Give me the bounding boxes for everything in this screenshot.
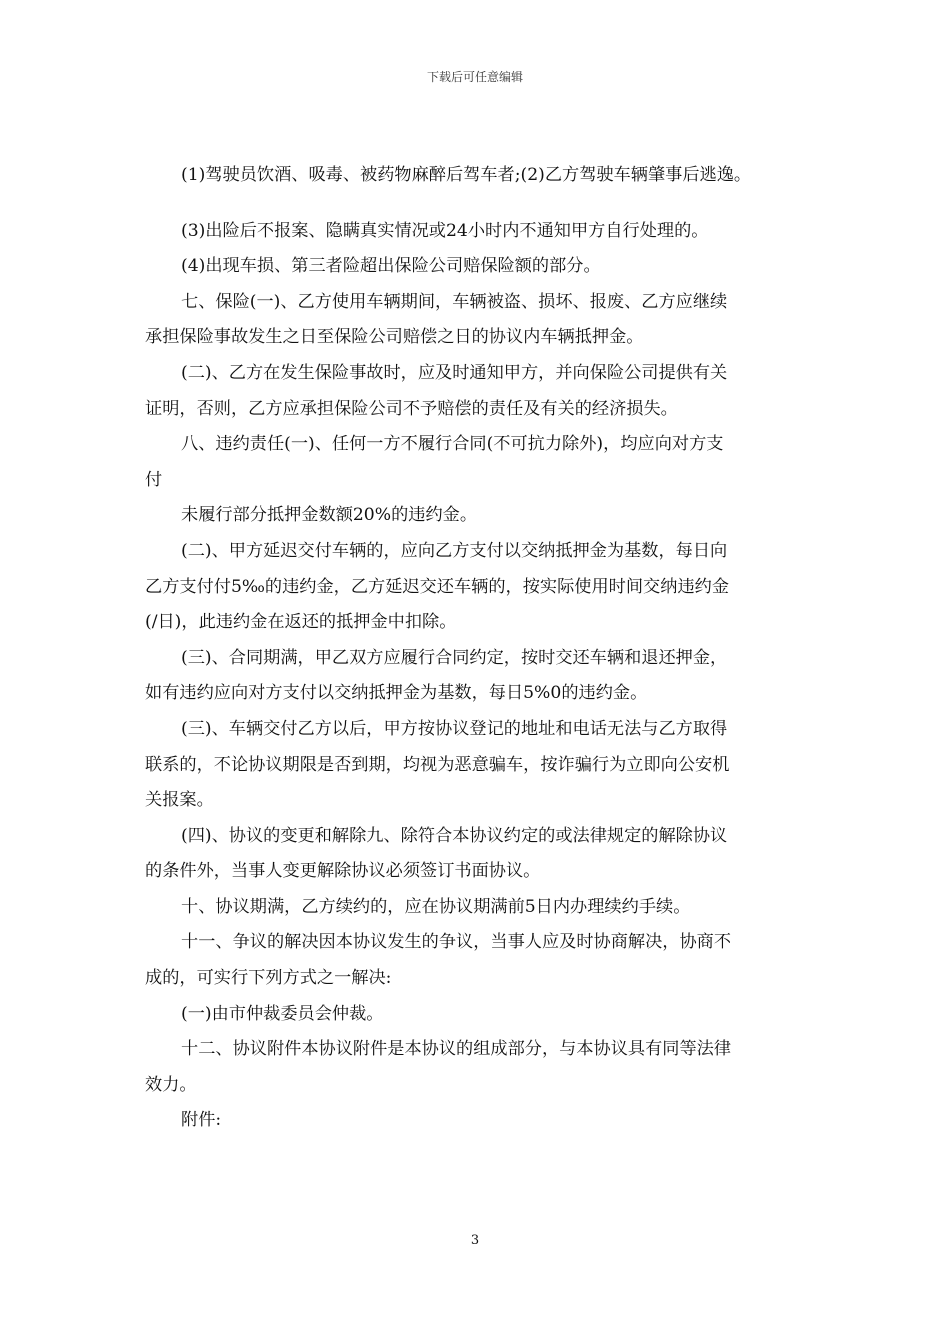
text-line: 七、保险(一)、乙方使用车辆期间，车辆被盗、损坏、报废、乙方应继续 <box>181 291 728 312</box>
text-line: (1)驾驶员饮酒、吸毒、被药物麻醉后驾车者;(2)乙方驾驶车辆肇事后逃逸。 <box>181 165 752 185</box>
text-line: 证明，否则，乙方应承担保险公司不予赔偿的责任及有关的经济损失。 <box>145 398 678 419</box>
text-line: 十一、争议的解决因本协议发生的争议，当事人应及时协商解决，协商不 <box>181 932 732 953</box>
text-line: 联系的，不论协议期限是否到期，均视为恶意骗车，按诈骗行为立即向公安机 <box>145 754 730 775</box>
text-line: (4)出现车损、第三者险超出保险公司赔保险额的部分。 <box>181 256 601 277</box>
text-line: 八、违约责任(一)、任何一方不履行合同(不可抗力除外)，均应向对方支 <box>181 434 724 455</box>
text-line: 未履行部分抵押金数额20%的违约金。 <box>181 505 478 526</box>
text-line: 付 <box>145 469 163 490</box>
text-line: 成的，可实行下列方式之一解决: <box>145 968 392 989</box>
text-line: 承担保险事故发生之日至保险公司赔偿之日的协议内车辆抵押金。 <box>145 327 644 348</box>
page-header: 下载后可任意编辑 <box>426 70 523 84</box>
text-line: (三)、车辆交付乙方以后，甲方按协议登记的地址和电话无法与乙方取得 <box>181 718 728 739</box>
text-line: 如有违约应向对方支付以交纳抵押金为基数，每日5%0的违约金。 <box>145 683 648 704</box>
text-line: 十二、协议附件本协议附件是本协议的组成部分，与本协议具有同等法律 <box>181 1039 732 1060</box>
text-line: (四)、协议的变更和解除九、除符合本协议约定的或法律规定的解除协议 <box>181 825 728 846</box>
text-line: (二)、甲方延迟交付车辆的，应向乙方支付以交纳抵押金为基数，每日向 <box>181 540 728 561</box>
text-line: 效力。 <box>145 1074 197 1095</box>
text-line: (/日)，此违约金在返还的抵押金中扣除。 <box>145 612 457 633</box>
text-line: 关报案。 <box>145 790 214 811</box>
document-body <box>145 158 810 1139</box>
text-line: 附件: <box>181 1110 222 1131</box>
text-line: (二)、乙方在发生保险事故时，应及时通知甲方，并向保险公司提供有关 <box>181 362 728 383</box>
paragraph-gap <box>145 194 810 214</box>
text-line: (一)由市仲裁委员会仲裁。 <box>181 1003 384 1024</box>
text-line: 的条件外，当事人变更解除协议必须签订书面协议。 <box>145 861 541 882</box>
text-line: (3)出险后不报案、隐瞒真实情况或24小时内不通知甲方自行处理的。 <box>181 220 709 241</box>
text-line: 乙方支付付5‰的违约金，乙方延迟交还车辆的，按实际使用时间交纳违约金 <box>145 576 730 597</box>
page-number: 3 <box>470 1233 480 1248</box>
text-line: 十、协议期满，乙方续约的，应在协议期满前5日内办理续约手续。 <box>181 896 691 917</box>
text-line: (三)、合同期满，甲乙双方应履行合同约定，按时交还车辆和退还押金， <box>181 647 728 668</box>
